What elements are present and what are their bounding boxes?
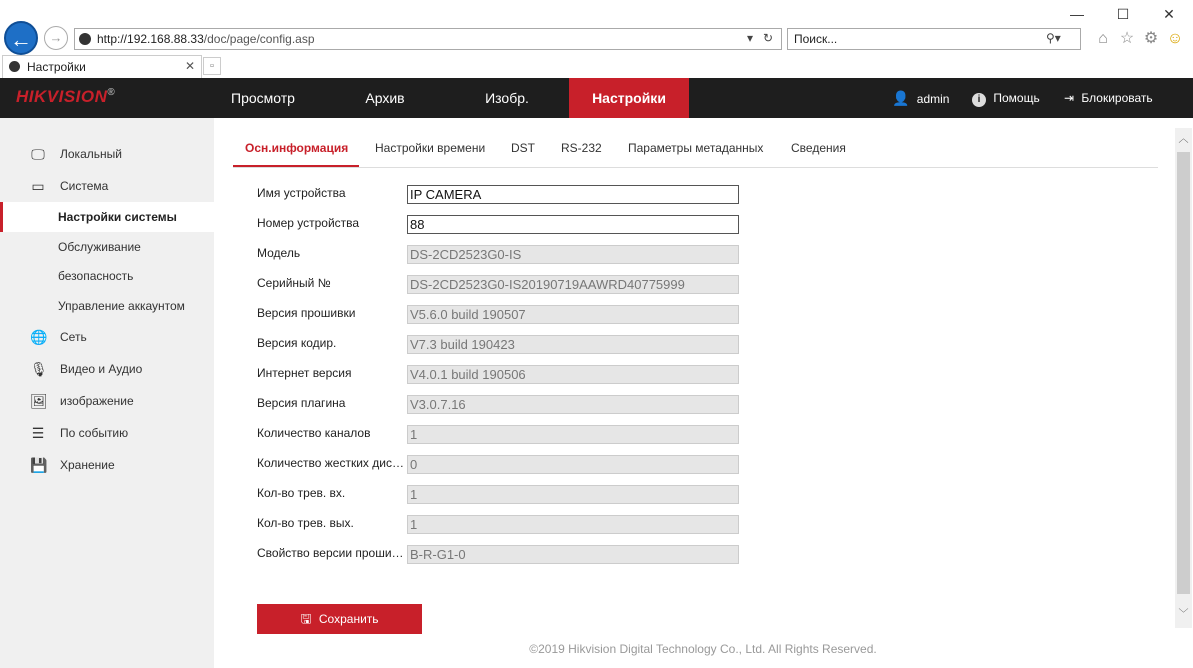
sidebar-item-network[interactable] <box>0 322 214 352</box>
star-icon[interactable]: ☆ <box>1119 30 1135 47</box>
gear-icon[interactable]: ⚙ <box>1143 30 1159 47</box>
info-icon: i <box>972 93 986 107</box>
sidebar-item-label: изображение <box>60 394 134 408</box>
firmware-label: Версия прошивки <box>257 306 356 320</box>
sidebar-item-video-audio[interactable] <box>0 354 214 384</box>
smiley-icon[interactable]: ☺ <box>1166 30 1184 47</box>
arrow-right-icon: → <box>49 30 63 45</box>
plugin-version-field <box>407 395 739 414</box>
new-tab-icon: ▫ <box>210 60 214 72</box>
tab-separator <box>233 167 1158 168</box>
firmware-property-field <box>407 545 739 564</box>
tab-title: Настройки <box>27 60 86 74</box>
sidebar-subitem-security[interactable] <box>0 261 214 291</box>
search-icon[interactable]: ⚲▾ <box>1046 31 1061 45</box>
window-icon: ▭ <box>31 178 45 194</box>
sidebar-item-label: Локальный <box>60 147 122 161</box>
firmware-field <box>407 305 739 324</box>
url-path: /doc/page/config.asp <box>203 32 315 46</box>
search-box[interactable] <box>787 28 1081 50</box>
sidebar-item-label: Система <box>60 179 109 193</box>
sidebar-item-label: По событию <box>60 426 129 440</box>
scrollbar-thumb[interactable] <box>1177 152 1190 594</box>
refresh-icon[interactable]: ↻ <box>763 31 774 45</box>
help-link[interactable] <box>972 78 1040 118</box>
top-navigation <box>0 78 1193 118</box>
tab-rs232[interactable]: RS-232 <box>561 141 602 155</box>
logout-link[interactable] <box>1064 78 1153 118</box>
back-button[interactable] <box>4 21 38 55</box>
model-label: Модель <box>257 246 301 260</box>
sidebar-item-local[interactable] <box>0 139 214 169</box>
device-number-input[interactable] <box>407 215 739 234</box>
sidebar-item-label: Хранение <box>60 458 115 472</box>
forward-button[interactable] <box>44 26 68 50</box>
alarm-out-field <box>407 515 739 534</box>
alarm-out-label: Кол-во трев. вых. <box>257 516 354 530</box>
sidebar-subitem-label: безопасность <box>58 269 134 283</box>
plugin-version-label: Версия плагина <box>257 396 346 410</box>
encoder-version-label: Версия кодир. <box>257 336 337 350</box>
web-version-label: Интернет версия <box>257 366 352 380</box>
hdd-count-label: Количество жестких дис… <box>257 456 404 470</box>
address-url[interactable] <box>97 32 315 46</box>
channels-label: Количество каналов <box>257 426 371 440</box>
scroll-down-icon[interactable]: ﹀ <box>1178 609 1189 620</box>
user-menu[interactable] <box>892 78 949 118</box>
nav-preview[interactable]: Просмотр <box>231 90 295 106</box>
tab-basic-info[interactable]: Осн.информация <box>245 141 349 155</box>
new-tab-button[interactable] <box>203 57 221 75</box>
device-number-label: Номер устройства <box>257 216 360 230</box>
tab-close-icon[interactable]: ✕ <box>185 59 196 73</box>
help-label: Помощь <box>993 91 1040 105</box>
maximize-button[interactable]: ☐ <box>1116 6 1130 22</box>
active-tab-indicator <box>233 165 359 167</box>
sidebar-item-storage[interactable] <box>0 450 214 480</box>
web-version-field <box>407 365 739 384</box>
tab-dst[interactable]: DST <box>511 141 535 155</box>
microphone-icon: 🎙 <box>30 361 48 377</box>
home-icon[interactable]: ⌂ <box>1098 30 1108 47</box>
favicon-icon <box>79 33 91 45</box>
model-field <box>407 245 739 264</box>
floppy-icon: 💾 <box>30 457 48 473</box>
sidebar-item-image[interactable] <box>0 386 214 416</box>
sidebar-subitem-account[interactable] <box>0 291 214 321</box>
tab-about[interactable]: Сведения <box>791 141 846 155</box>
dropdown-icon[interactable]: ▾ <box>747 31 754 45</box>
sidebar-subitem-label: Управление аккаунтом <box>58 299 185 313</box>
user-name: admin <box>916 92 950 106</box>
nav-image[interactable]: Изобр. <box>485 90 529 106</box>
floppy-icon: 🖫 <box>300 611 312 626</box>
scroll-up-icon[interactable]: ︿ <box>1178 134 1189 145</box>
minimize-button[interactable]: — <box>1070 6 1084 22</box>
sidebar-subitem-system-settings[interactable] <box>0 202 214 232</box>
address-bar[interactable] <box>74 28 782 50</box>
hikvision-logo <box>16 87 115 107</box>
tab-favicon-icon <box>9 61 20 72</box>
arrow-left-icon: ← <box>10 27 32 52</box>
calendar-icon: ☰ <box>31 425 45 441</box>
copyright-footer: ©2019 Hikvision Digital Technology Co., Ltd. All Rights Reserved. <box>529 642 877 656</box>
sidebar-item-system[interactable] <box>0 171 214 201</box>
tab-metadata[interactable]: Параметры метаданных <box>628 141 764 155</box>
firmware-property-label: Свойство версии проши… <box>257 546 404 560</box>
logo-mark: ® <box>107 87 116 98</box>
hdd-count-field <box>407 455 739 474</box>
sidebar-item-label: Видео и Аудио <box>60 362 143 376</box>
nav-archive[interactable]: Архив <box>365 90 405 106</box>
nav-settings[interactable]: Настройки <box>569 78 689 118</box>
logout-label: Блокировать <box>1081 91 1153 105</box>
tab-time-settings[interactable]: Настройки времени <box>375 141 486 155</box>
logo-text: HIKVISION <box>16 87 108 106</box>
encoder-version-field <box>407 335 739 354</box>
search-input[interactable]: Поиск... <box>794 32 838 46</box>
alarm-in-field <box>407 485 739 504</box>
sidebar-item-event[interactable] <box>0 418 214 448</box>
save-label: Сохранить <box>318 612 379 626</box>
save-button[interactable] <box>257 604 422 634</box>
sidebar-subitem-label: Настройки системы <box>58 210 177 224</box>
alarm-in-label: Кол-во трев. вх. <box>257 486 346 500</box>
image-icon: 🖼 <box>30 393 48 409</box>
user-icon: 👤 <box>892 90 910 106</box>
sidebar-subitem-label: Обслуживание <box>58 240 141 254</box>
close-window-button[interactable]: ✕ <box>1163 6 1175 22</box>
sidebar-item-label: Сеть <box>60 330 87 344</box>
monitor-icon: 🖵 <box>31 146 45 162</box>
serial-field <box>407 275 739 294</box>
browser-chrome <box>0 0 1193 78</box>
channels-field <box>407 425 739 444</box>
logout-icon: ⇥ <box>1064 91 1075 105</box>
device-name-label: Имя устройства <box>257 186 346 200</box>
browser-tab[interactable] <box>2 55 202 78</box>
globe-icon: 🌐 <box>30 329 48 345</box>
sidebar-subitem-maintenance[interactable] <box>0 232 214 262</box>
device-name-input[interactable] <box>407 185 739 204</box>
serial-label: Серийный № <box>257 276 331 290</box>
url-host: http://192.168.88.33 <box>97 32 204 46</box>
